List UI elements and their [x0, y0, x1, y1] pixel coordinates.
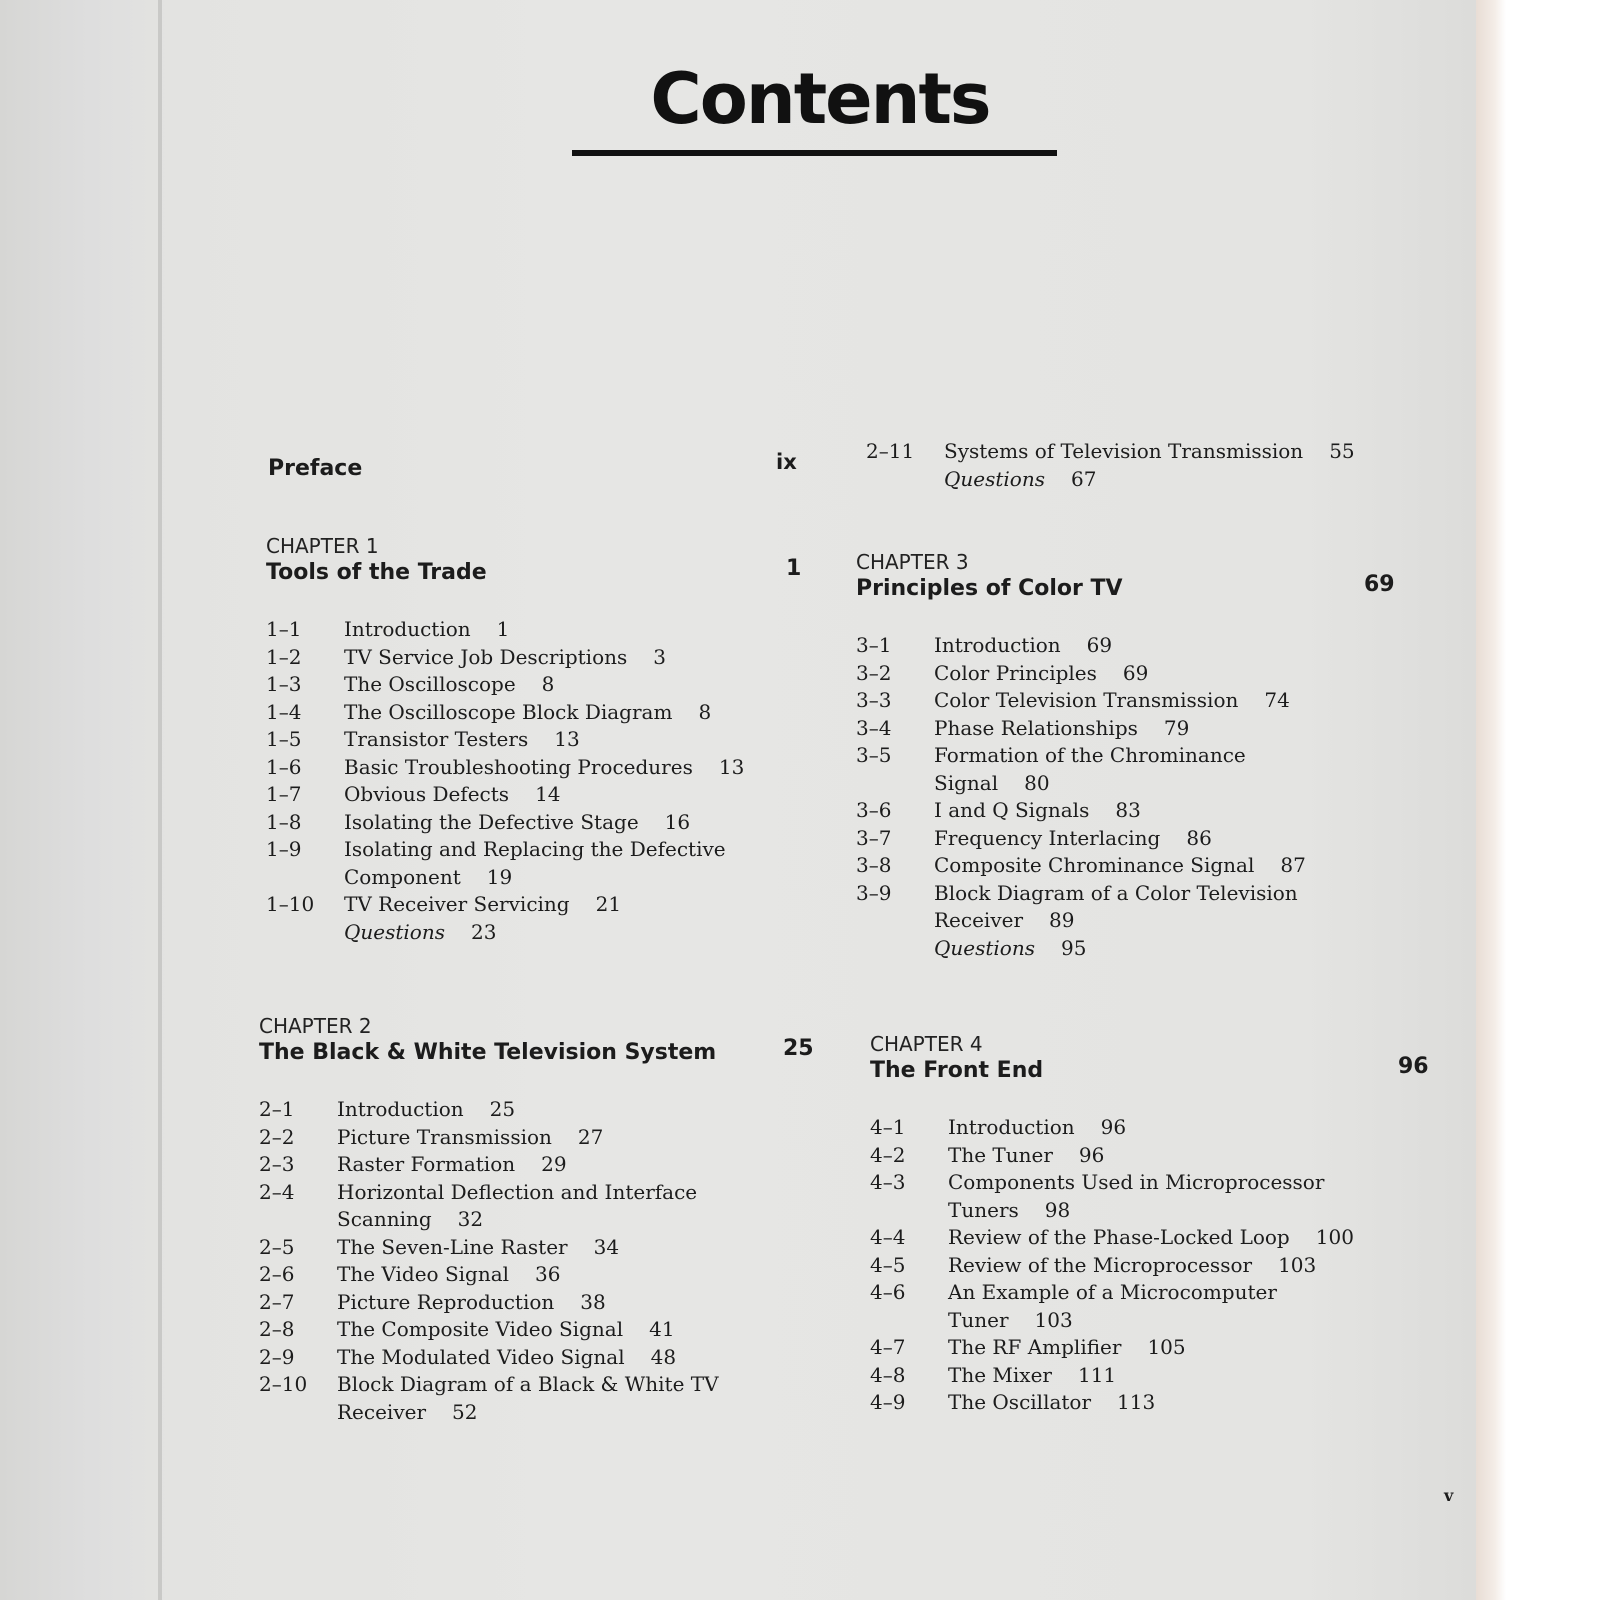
toc-entry-questions [856, 935, 1396, 963]
section-page: 96 [1100, 1115, 1127, 1139]
section-page: 38 [580, 1289, 606, 1314]
section-number: 3–6 [856, 798, 892, 822]
section-title: Picture Reproduction [337, 1289, 555, 1314]
section-page: 69 [1086, 633, 1113, 657]
section-number: 3–2 [856, 660, 892, 685]
section-title: Isolating the Defective Stage [344, 809, 639, 834]
section-number: 4–3 [870, 1170, 906, 1194]
section-page: 96 [1078, 1142, 1105, 1167]
section-page: 48 [650, 1344, 677, 1369]
section-number: 4–5 [870, 1252, 906, 1277]
section-number: 3–9 [856, 880, 892, 905]
toc-entry [259, 1234, 819, 1262]
section-page: 41 [649, 1317, 675, 1341]
section-page: 103 [1278, 1252, 1317, 1277]
section-title: The Seven-Line Raster [337, 1234, 568, 1259]
section-number: 3–7 [856, 825, 892, 850]
section-page: 13 [718, 754, 745, 779]
toc-entry [259, 1096, 819, 1124]
toc-entry [266, 699, 806, 727]
toc-entry [259, 1124, 819, 1152]
toc-entry [856, 742, 1396, 797]
toc-entry [259, 1316, 819, 1344]
section-number: 2–11 [866, 439, 915, 463]
section-number: 4–4 [870, 1225, 906, 1249]
section-title: TV Receiver Servicing [344, 892, 570, 916]
section-page: 25 [489, 1097, 516, 1121]
toc-entry [259, 1371, 819, 1426]
section-title-continued: Receiver [934, 908, 1024, 932]
toc-entry [870, 1389, 1440, 1417]
section-page: 3 [653, 644, 666, 669]
section-title: Color Principles [934, 660, 1097, 685]
section-page: 32 [457, 1207, 484, 1231]
toc-entry [266, 616, 806, 644]
section-number: 2–7 [259, 1289, 295, 1314]
section-number: 1–2 [266, 644, 302, 669]
section-number: 1–4 [266, 699, 302, 724]
section-page: 80 [1024, 770, 1050, 795]
section-number: 1–7 [266, 782, 302, 806]
section-title: Introduction [948, 1115, 1075, 1139]
questions-page: 67 [1071, 466, 1097, 491]
toc-entry [870, 1169, 1440, 1224]
section-title: Introduction [337, 1097, 464, 1121]
section-number: 1–10 [266, 892, 315, 916]
toc-entry [266, 781, 806, 809]
section-number: 4–2 [870, 1142, 906, 1167]
toc-entry [870, 1114, 1440, 1142]
section-list [266, 616, 806, 946]
toc-entry [266, 891, 806, 919]
section-page: 13 [554, 727, 580, 751]
section-number: 3–8 [856, 853, 892, 877]
questions-page: 95 [1061, 935, 1087, 960]
page-folio: v [1444, 1486, 1454, 1505]
section-number: 4–1 [870, 1115, 906, 1139]
toc-entry [870, 1252, 1440, 1280]
section-number: 2–3 [259, 1152, 295, 1176]
section-title: Isolating and Replacing the Defective [344, 837, 726, 861]
section-page: 113 [1117, 1390, 1156, 1414]
section-title: The Video Signal [337, 1262, 510, 1286]
section-title: Review of the Phase-Locked Loop [948, 1225, 1290, 1249]
section-number: 2–2 [259, 1124, 295, 1149]
toc-entry [266, 754, 806, 782]
section-title: The Modulated Video Signal [337, 1344, 625, 1369]
section-page: 69 [1122, 660, 1149, 685]
section-page: 52 [452, 1399, 478, 1424]
toc-entry [870, 1362, 1440, 1390]
toc-entry [856, 715, 1396, 743]
toc-entry [259, 1179, 819, 1234]
toc-entry [259, 1344, 819, 1372]
section-title-continued: Tuners [948, 1197, 1019, 1222]
chapter-page: 69 [1364, 572, 1395, 597]
section-title: The Oscillator [948, 1390, 1092, 1414]
toc-entry [856, 825, 1396, 853]
section-title-continued: Tuner [948, 1307, 1009, 1332]
section-page: 74 [1264, 688, 1290, 712]
toc-entry-questions [866, 466, 1386, 494]
questions-label: Questions [934, 935, 1035, 960]
section-page: 14 [535, 782, 561, 806]
toc-entry [870, 1224, 1440, 1252]
section-title: Picture Transmission [337, 1124, 552, 1149]
toc-entry [266, 809, 806, 837]
toc-entry-questions [266, 919, 806, 947]
toc-entry [266, 671, 806, 699]
chapter-page: 96 [1398, 1054, 1429, 1079]
section-title: Composite Chrominance Signal [934, 853, 1255, 877]
section-number: 4–8 [870, 1362, 906, 1387]
page-title: Contents [650, 58, 990, 140]
chapter-label: CHAPTER 2 [259, 1014, 372, 1038]
chapter-label: CHAPTER 1 [266, 534, 379, 558]
section-page: 34 [593, 1234, 620, 1259]
section-title: Review of the Microprocessor [948, 1252, 1253, 1277]
section-title: Introduction [344, 617, 471, 641]
preface-page: ix [776, 450, 797, 474]
section-title: The Mixer [948, 1362, 1052, 1387]
section-number: 3–1 [856, 633, 892, 657]
chapter-2 [259, 1014, 819, 1426]
section-page: 36 [535, 1262, 561, 1286]
section-number: 3–5 [856, 743, 892, 767]
chapter-title: The Black & White Television System [259, 1040, 717, 1065]
section-page: 87 [1280, 853, 1306, 877]
section-title: The Tuner [948, 1142, 1053, 1167]
questions-page: 23 [471, 919, 497, 944]
section-page: 16 [664, 809, 691, 834]
toc-entry [266, 644, 806, 672]
chapter-label: CHAPTER 3 [856, 550, 969, 574]
chapter-2-continued [866, 438, 1386, 493]
section-page: 86 [1186, 825, 1212, 850]
section-title: Block Diagram of a Black & White TV [337, 1372, 719, 1396]
section-number: 1–3 [266, 672, 302, 696]
section-title: Raster Formation [337, 1152, 516, 1176]
chapter-title: The Front End [870, 1058, 1044, 1083]
section-page: 1 [496, 617, 510, 641]
section-title: The Oscilloscope Block Diagram [344, 699, 673, 724]
section-list [870, 1114, 1440, 1417]
section-page: 55 [1329, 439, 1355, 463]
toc-entry [856, 660, 1396, 688]
section-page: 98 [1044, 1197, 1071, 1222]
preface-label: Preface [268, 456, 363, 481]
page-gutter [158, 0, 162, 1600]
toc-entry [259, 1151, 819, 1179]
section-list [259, 1096, 819, 1426]
section-page: 100 [1315, 1225, 1354, 1249]
section-number: 1–1 [266, 617, 302, 641]
chapter-page: 25 [783, 1036, 814, 1061]
toc-entry [266, 726, 806, 754]
section-title: Components Used in Microprocessor [948, 1170, 1325, 1194]
section-title: Basic Troubleshooting Procedures [344, 754, 693, 779]
section-title: The Composite Video Signal [337, 1317, 624, 1341]
chapter-3 [856, 550, 1396, 962]
section-title: Obvious Defects [344, 782, 510, 806]
section-number: 1–5 [266, 727, 302, 751]
section-page: 79 [1163, 715, 1190, 740]
page-edge [1476, 0, 1506, 1600]
section-title: Block Diagram of a Color Television [934, 880, 1298, 905]
toc-entry [870, 1142, 1440, 1170]
section-number: 4–9 [870, 1390, 906, 1414]
toc-entry [856, 632, 1396, 660]
section-title: TV Service Job Descriptions [344, 644, 628, 669]
section-title: Introduction [934, 633, 1061, 657]
section-page: 19 [486, 864, 513, 889]
section-number: 2–6 [259, 1262, 295, 1286]
section-page: 105 [1147, 1335, 1186, 1359]
section-number: 2–5 [259, 1234, 295, 1259]
chapter-title: Tools of the Trade [266, 560, 487, 585]
section-title: Phase Relationships [934, 715, 1138, 740]
section-title-continued: Receiver [337, 1399, 427, 1424]
chapter-1 [266, 534, 806, 946]
section-title: The Oscilloscope [344, 672, 516, 696]
toc-entry [856, 880, 1396, 935]
section-number: 2–1 [259, 1097, 295, 1121]
toc-entry [856, 852, 1396, 880]
chapter-page: 1 [786, 556, 802, 581]
section-title: Formation of the Chrominance [934, 743, 1246, 767]
section-number: 2–4 [259, 1179, 295, 1204]
section-list [866, 438, 1386, 493]
section-number: 3–4 [856, 715, 892, 740]
section-page: 111 [1077, 1362, 1117, 1387]
section-title: The RF Amplifier [948, 1335, 1122, 1359]
section-page: 29 [541, 1152, 567, 1176]
chapter-label: CHAPTER 4 [870, 1032, 983, 1056]
toc-entry [856, 797, 1396, 825]
toc-entry [870, 1279, 1440, 1334]
section-page: 103 [1034, 1307, 1073, 1332]
section-page: 83 [1115, 798, 1141, 822]
toc-entry [870, 1334, 1440, 1362]
chapter-4 [870, 1032, 1440, 1417]
questions-label: Questions [944, 466, 1045, 491]
section-title-continued: Scanning [337, 1207, 432, 1231]
section-list [856, 632, 1396, 962]
section-title: Frequency Interlacing [934, 825, 1161, 850]
section-number: 1–6 [266, 754, 302, 779]
toc-entry [266, 836, 806, 891]
section-title: Systems of Television Transmission [944, 439, 1304, 463]
toc-entry [856, 687, 1396, 715]
section-number: 2–10 [259, 1372, 308, 1396]
section-title: Horizontal Deflection and Interface [337, 1179, 698, 1204]
section-title: Transistor Testers [344, 727, 529, 751]
section-number: 1–8 [266, 809, 302, 834]
section-title-continued: Signal [934, 770, 999, 795]
section-number: 4–6 [870, 1280, 906, 1304]
section-number: 4–7 [870, 1335, 906, 1359]
section-number: 2–9 [259, 1344, 295, 1369]
title-rule [572, 150, 1057, 156]
chapter-title: Principles of Color TV [856, 576, 1123, 601]
section-title: An Example of a Microcomputer [948, 1280, 1277, 1304]
questions-label: Questions [344, 919, 445, 944]
section-page: 21 [595, 892, 622, 916]
section-page: 8 [698, 699, 712, 724]
toc-entry [259, 1261, 819, 1289]
section-title: Color Television Transmission [934, 688, 1239, 712]
toc-entry [866, 438, 1386, 466]
toc-entry [259, 1289, 819, 1317]
section-title: I and Q Signals [934, 798, 1090, 822]
section-page: 27 [577, 1124, 604, 1149]
section-number: 3–3 [856, 688, 892, 712]
section-page: 89 [1049, 908, 1075, 932]
section-page: 8 [541, 672, 555, 696]
section-title-continued: Component [344, 864, 461, 889]
section-number: 1–9 [266, 837, 302, 861]
section-number: 2–8 [259, 1317, 295, 1341]
